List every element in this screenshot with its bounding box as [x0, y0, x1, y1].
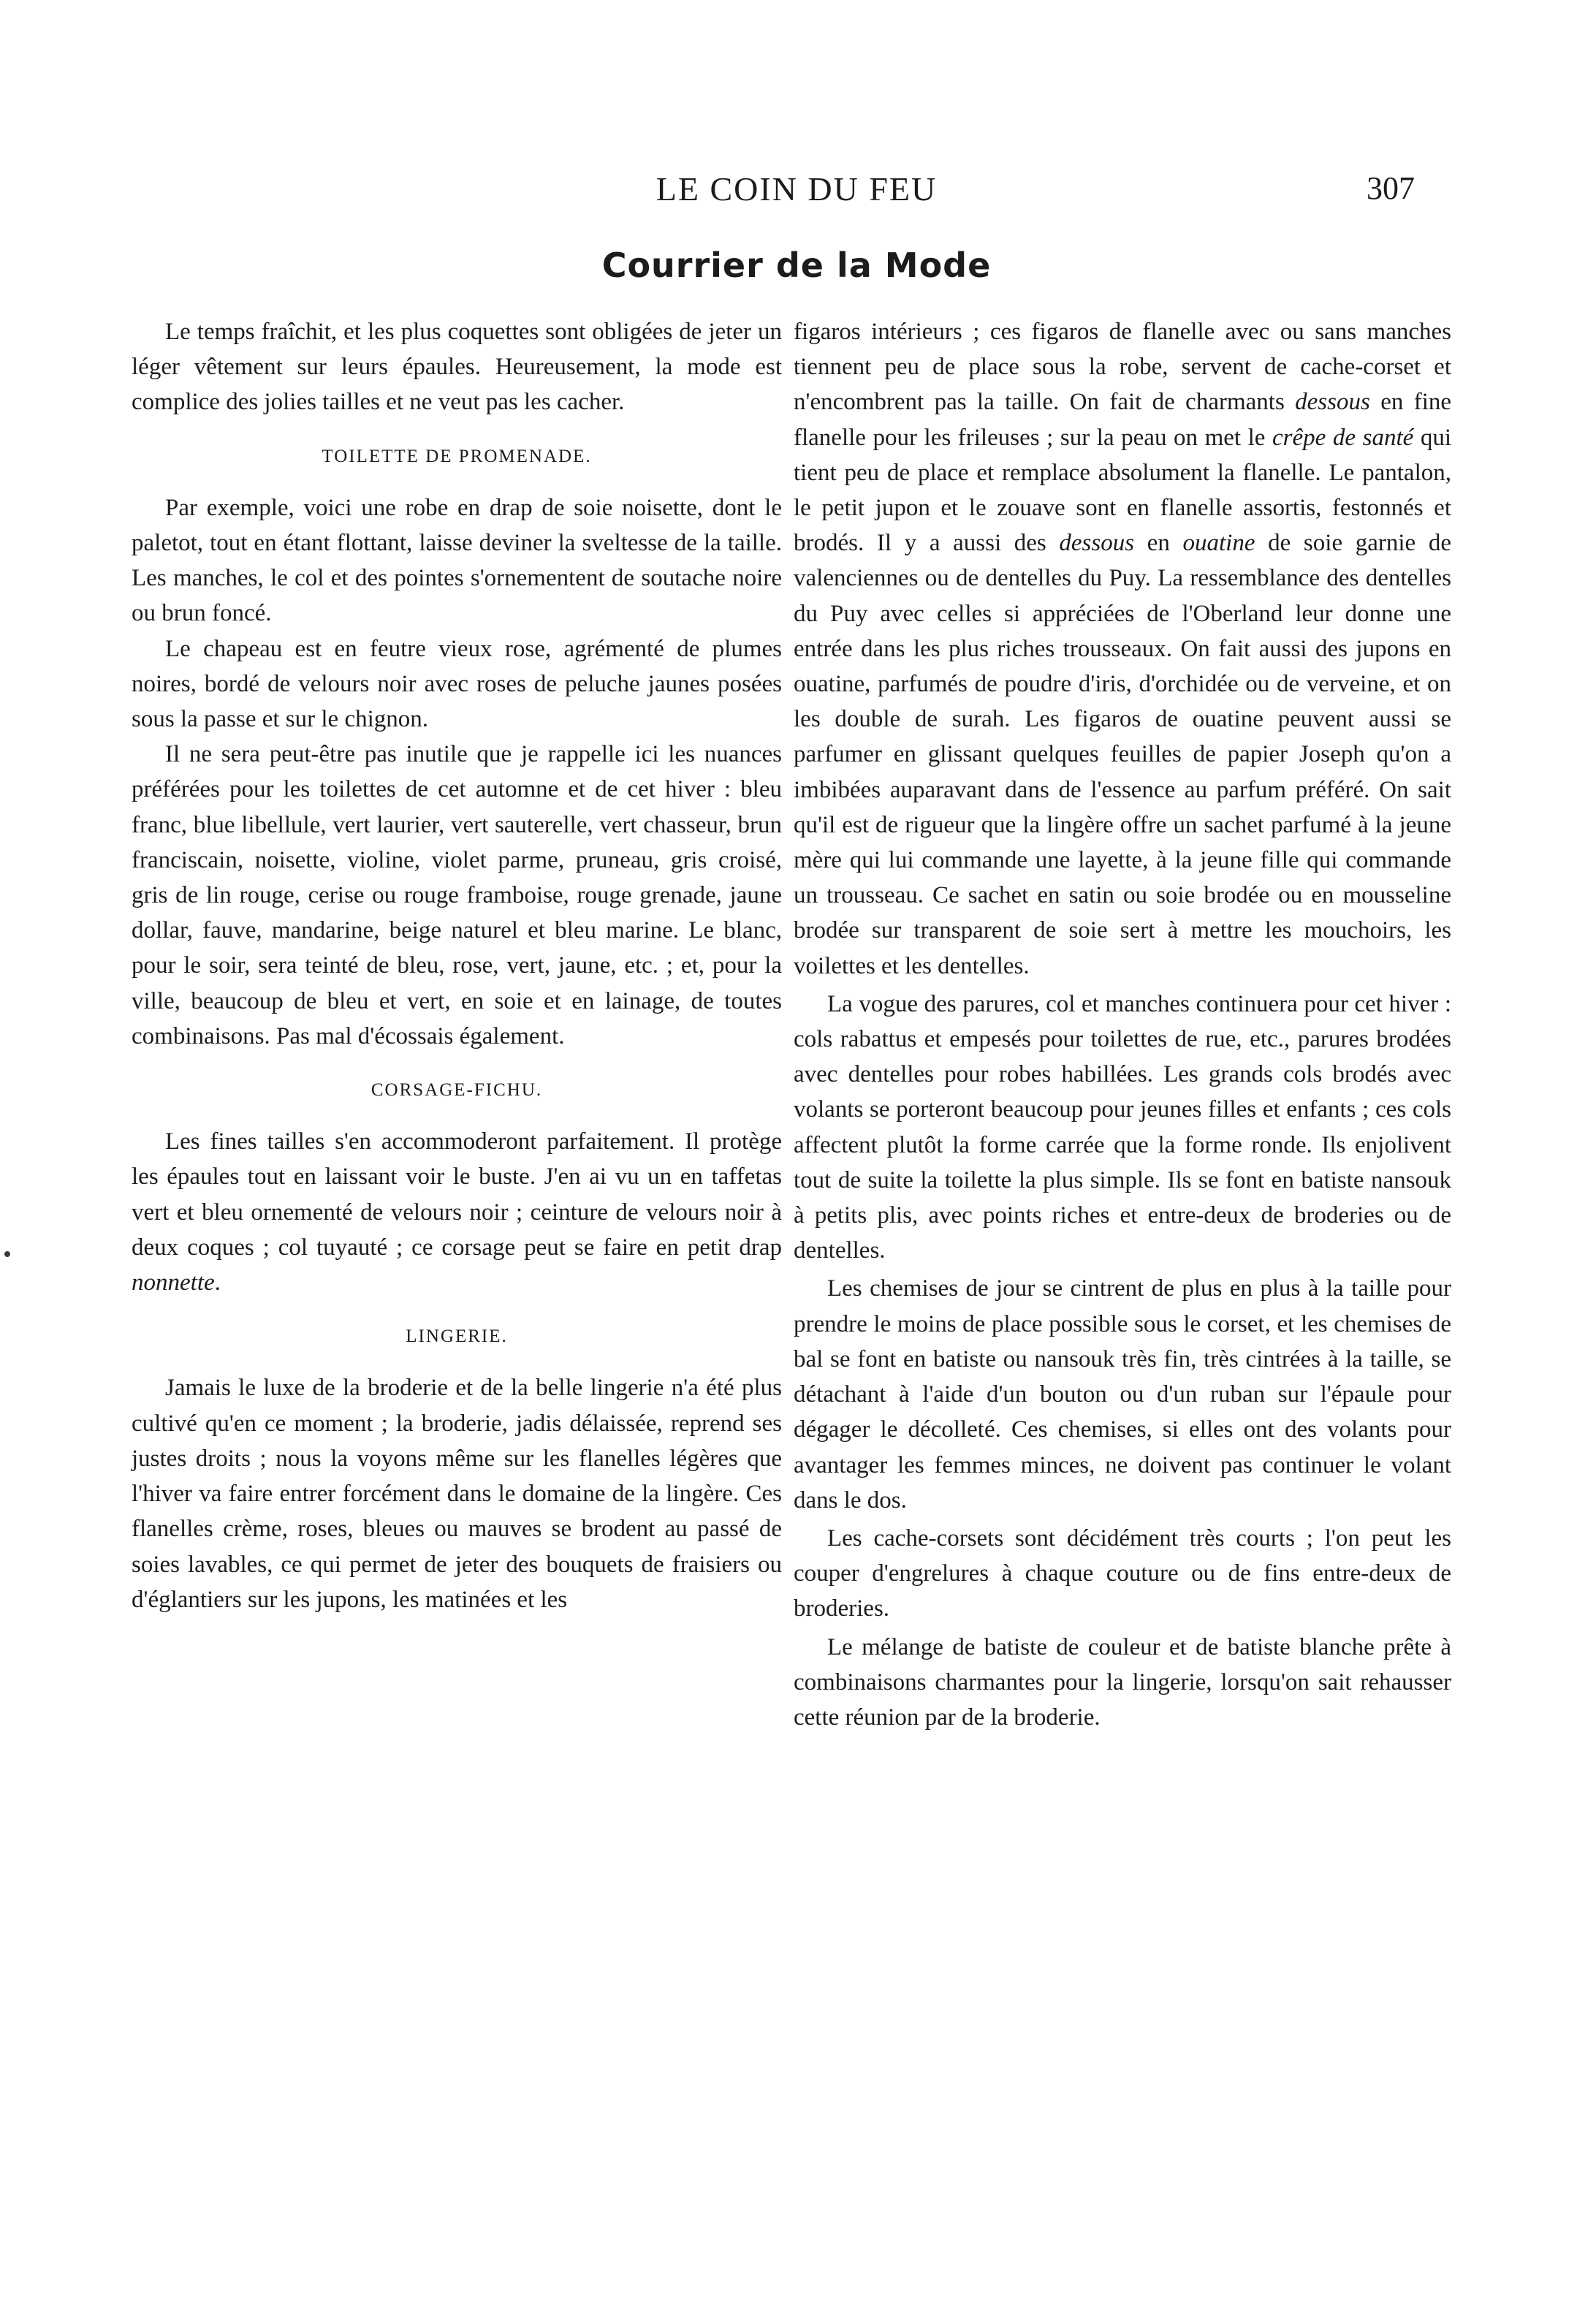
section-heading-promenade: TOILETTE DE PROMENADE.	[322, 446, 592, 466]
left-column	[132, 314, 782, 1617]
figaros-text-e: de soie garnie de valenciennes ou de dentelles du Puy. La ressemblance des dentelles du Puy avec celles si appréciées de l'Oberland leur donne une entrée dans les plus riches trousseaux. On fait aussi des jupons en ouatine, parfumés de poudre d'iris, d'orchidée ou de verveine, et on les double de surah. Les figaros de ouatine peuvent aussi se parfumer en glissant quelques feuilles de papier Joseph qu'on a imbibées auparavant dans de l'essence au parfum préféré. On sait qu'il est de rigueur que la lingère offre un sachet parfumé à la jeune mère qui lui commande une layette, à la jeune fille qui commande un trousseau. Ce sachet en satin ou soie brodée ou en mousseline brodée sur transparent de soie sert à mettre les mouchoirs, les voilettes et les dentelles.	[794, 530, 1451, 979]
paragraph-robe: Par exemple, voici une robe en drap de soie noisette, dont le paletot, tout en étant flottant, laisse deviner la sveltesse de la taille. Les manches, le col et des pointes s'ornementent de soutache noire ou brun foncé.	[132, 494, 782, 627]
right-column	[794, 314, 1451, 1735]
paragraph-cache-corsets: Les cache-corsets sont décidément très courts ; l'on peut les couper d'engrelures à chaque couture ou de fins entre-deux de broderies.	[794, 1524, 1451, 1622]
figaros-italic-dessous: dessous	[1295, 389, 1370, 416]
paragraph-parures: La vogue des parures, col et manches continuera pour cet hiver : cols rabattus et empesés pour toilettes de rue, etc., parures brodées avec dentelles pour robes habillées. Les grands cols brodés avec volants se porteront beaucoup pour jeunes filles et enfants ; ces cols affectent plutôt la forme carrée que la forme ronde. Ils enjolivent tout de suite la toilette la plus simple. Ils se font en batiste nansouk à petits plis, avec points riches et entre-deux de broderies ou de dentelles.	[794, 990, 1451, 1264]
figaros-italic-ouatine: ouatine	[1182, 530, 1255, 557]
page-number: 307	[1367, 170, 1415, 206]
paragraph-batiste: Le mélange de batiste de couleur et de batiste blanche prête à combinaisons charmantes pour la lingerie, lorsqu'on sait rehausser cette réunion par de la broderie.	[794, 1633, 1451, 1731]
section-heading-corsage: CORSAGE-FICHU.	[370, 1080, 543, 1101]
figaros-text-c: qui tient peu de place et remplace absolument la flanelle. Le pantalon, le petit jupon et le zouave sont en flanelle assortis, festonnés et brodés. Il y a aussi des	[794, 424, 1452, 557]
section-heading-lingerie: LINGERIE.	[406, 1326, 508, 1347]
corsage-italic: nonnette	[132, 1269, 215, 1296]
paragraph-nuances: Il ne sera peut-être pas inutile que je rappelle ici les nuances préférées pour les toilettes de cet automne et de cet hiver : bleu franc, blue libellule, vert laurier, vert sauterelle, vert chasseur, brun franciscain, noisette, violine, violet parme, pruneau, gris croisé, gris de lin rouge, cerise ou rouge framboise, rouge grenade, jaune dollar, fauve, mandarine, beige naturel et bleu marine. Le blanc, pour le soir, sera teinté de bleu, rose, vert, jaune, etc. ; et, pour la ville, beaucoup de bleu et vert, en soie et en lainage, de toutes combinaisons. Pas mal d'écossais également.	[132, 741, 782, 1049]
corsage-text: Les fines tailles s'en accommoderont parfaitement. Il protège les épaules tout en laissant voir le buste. J'en ai vu un en taffetas vert et bleu ornementé de velours noir ; ceinture de velours noir à deux coques ; col tuyauté ; ce corsage peut se faire en petit drap	[132, 1128, 782, 1261]
figaros-italic-dessous-2: dessous	[1059, 530, 1135, 557]
article-title: Courrier de la Mode	[601, 246, 992, 285]
paragraph-chapeau: Le chapeau est en feutre vieux rose, agrémenté de plumes noires, bordé de velours noir avec roses de peluche jaunes posées sous la passe et sur le chignon.	[132, 635, 782, 733]
paragraph-figaros	[794, 314, 1451, 984]
figaros-text-b: en fine flanelle pour les frileuses ; sur la peau on met le	[794, 389, 1452, 451]
paragraph-chemises: Les chemises de jour se cintrent de plus en plus à la taille pour prendre le moins de place possible sous le corset, et les chemises de bal se font en batiste ou nansouk très fin, très cintrées à la taille, se détachant à l'aide d'un bouton ou d'un ruban sur l'épaule pour dégager le décolleté. Ces chemises, si elles ont des volants pour avantager les femmes minces, ne doivent pas continuer le volant dans le dos.	[794, 1275, 1451, 1514]
figaros-text-d: en	[1134, 530, 1183, 557]
paragraph-corsage	[132, 1124, 782, 1300]
intro-paragraph: Le temps fraîchit, et les plus coquettes sont obligées de jeter un léger vêtement sur leurs épaules. Heureusement, la mode est complice des jolies tailles et ne veut pas les cacher.	[132, 319, 782, 416]
corsage-end: .	[214, 1269, 221, 1296]
figaros-text-a: figaros intérieurs ; ces figaros de flanelle avec ou sans manches tiennent peu de place sous la robe, servent de cache-corset et n'encombrent pas la taille. On fait de charmants	[794, 319, 1451, 416]
running-head: LE COIN DU FEU	[656, 170, 938, 208]
figaros-italic-crepe: crêpe de santé	[1272, 424, 1414, 451]
paragraph-lingerie: Jamais le luxe de la broderie et de la belle lingerie n'a été plus cultivé qu'en ce moment ; la broderie, jadis délaissée, reprend ses justes droits ; nous la voyons même sur les flanelles légères que l'hiver va faire entrer forcément dans le domaine de la lingère. Ces flanelles crème, roses, bleues ou mauves se brodent au passé de soies lavables, ce qui permet de jeter des bouquets de fraisiers ou d'églantiers sur les jupons, les matinées et les	[132, 1375, 782, 1613]
margin-speck	[4, 1251, 10, 1257]
